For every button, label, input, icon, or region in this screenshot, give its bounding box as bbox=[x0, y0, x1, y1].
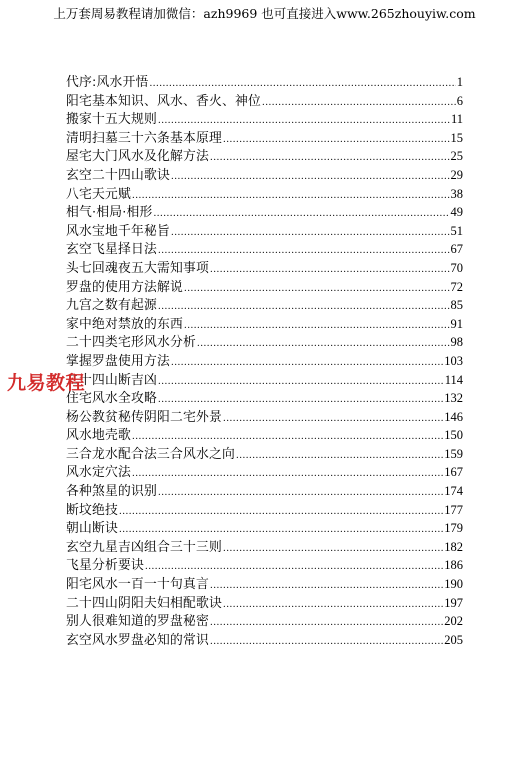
toc-dot-leader bbox=[184, 279, 450, 298]
toc-entry[interactable] bbox=[66, 92, 463, 111]
toc-entry[interactable] bbox=[66, 371, 463, 390]
toc-dot-leader bbox=[145, 557, 443, 576]
toc-dot-leader bbox=[262, 93, 456, 112]
toc-entry[interactable] bbox=[66, 352, 463, 371]
toc-entry[interactable] bbox=[66, 463, 463, 482]
toc-entry-page-number: 114 bbox=[444, 372, 463, 387]
toc-entry-page-number: 202 bbox=[444, 614, 463, 629]
toc-entry-page-number: 98 bbox=[450, 335, 463, 350]
toc-dot-leader bbox=[236, 446, 443, 465]
toc-dot-leader bbox=[210, 148, 450, 167]
toc-entry[interactable] bbox=[66, 73, 463, 92]
toc-dot-leader bbox=[223, 130, 450, 149]
toc-entry-page-number: 29 bbox=[450, 167, 463, 182]
toc-dot-leader bbox=[119, 520, 443, 539]
toc-entry-title: 代序:风水开悟 bbox=[66, 75, 149, 90]
toc-entry[interactable] bbox=[66, 129, 463, 148]
toc-entry-title: 风水地壳歌 bbox=[66, 428, 131, 444]
toc-entry[interactable] bbox=[66, 575, 463, 594]
toc-entry-title: 风水宝地千年秘旨 bbox=[66, 223, 170, 239]
toc-dot-leader bbox=[210, 260, 450, 279]
toc-entry-page-number: 190 bbox=[444, 577, 463, 592]
toc-entry[interactable] bbox=[66, 594, 463, 613]
toc-entry-title: 二十四山断吉凶 bbox=[66, 372, 157, 388]
toc-entry-title: 住宅风水全攻略 bbox=[66, 391, 157, 407]
toc-dot-leader bbox=[171, 167, 450, 186]
toc-entry-page-number: 11 bbox=[450, 112, 463, 127]
toc-entry[interactable] bbox=[66, 538, 463, 557]
toc-dot-leader bbox=[158, 111, 450, 130]
toc-entry[interactable] bbox=[66, 315, 463, 334]
toc-dot-leader bbox=[210, 613, 443, 632]
toc-dot-leader bbox=[158, 297, 450, 316]
toc-dot-leader bbox=[210, 576, 443, 595]
toc-entry-page-number: 25 bbox=[450, 149, 463, 164]
toc-entry-page-number: 1 bbox=[456, 75, 463, 89]
toc-entry[interactable] bbox=[66, 147, 463, 166]
toc-dot-leader bbox=[171, 353, 443, 372]
toc-entry[interactable] bbox=[66, 519, 463, 538]
toc-dot-leader bbox=[119, 502, 443, 521]
toc-entry-title: 九宫之数有起源 bbox=[66, 298, 157, 314]
toc-entry-page-number: 186 bbox=[444, 558, 463, 573]
toc-entry-title: 阳宅基本知识、风水、香火、神位 bbox=[66, 93, 261, 109]
toc-dot-leader bbox=[158, 372, 444, 391]
toc-entry-title: 搬家十五大规则 bbox=[66, 112, 157, 128]
toc-entry-title: 三合龙水配合法三合风水之向 bbox=[66, 446, 235, 462]
header-notice: 上万套周易教程请加微信：azh9969 也可直接进入www.265zhouyiw.com bbox=[53, 6, 476, 21]
toc-entry-page-number: 146 bbox=[444, 409, 463, 424]
toc-dot-leader bbox=[158, 241, 450, 260]
toc-entry-page-number: 182 bbox=[444, 539, 463, 554]
toc-entry-page-number: 132 bbox=[444, 391, 463, 406]
toc-dot-leader bbox=[223, 595, 443, 614]
toc-entry[interactable] bbox=[66, 631, 463, 650]
toc-entry[interactable] bbox=[66, 185, 463, 204]
toc-entry-page-number: 67 bbox=[450, 242, 463, 257]
table-of-contents bbox=[66, 73, 463, 649]
toc-entry-page-number: 159 bbox=[444, 446, 463, 461]
toc-entry-title: 风水定穴法 bbox=[66, 465, 131, 481]
toc-dot-leader bbox=[184, 316, 450, 335]
toc-entry[interactable] bbox=[66, 222, 463, 241]
toc-entry-page-number: 150 bbox=[444, 428, 463, 443]
toc-entry-title: 玄空风水罗盘必知的常识 bbox=[66, 632, 209, 648]
toc-entry-page-number: 51 bbox=[450, 223, 463, 238]
toc-entry-page-number: 49 bbox=[450, 205, 463, 220]
toc-entry[interactable] bbox=[66, 426, 463, 445]
toc-entry-page-number: 91 bbox=[450, 316, 463, 331]
toc-entry[interactable] bbox=[66, 445, 463, 464]
toc-entry[interactable] bbox=[66, 296, 463, 315]
toc-entry[interactable] bbox=[66, 389, 463, 408]
toc-dot-leader bbox=[132, 427, 443, 446]
toc-entry[interactable] bbox=[66, 501, 463, 520]
toc-dot-leader bbox=[171, 223, 450, 242]
toc-dot-leader bbox=[132, 464, 443, 483]
toc-dot-leader bbox=[132, 186, 450, 205]
toc-entry-page-number: 197 bbox=[444, 595, 463, 610]
toc-entry[interactable] bbox=[66, 110, 463, 129]
toc-entry-page-number: 72 bbox=[450, 279, 463, 294]
toc-dot-leader bbox=[154, 204, 450, 223]
toc-entry[interactable] bbox=[66, 333, 463, 352]
toc-entry-title: 掌握罗盘使用方法 bbox=[66, 353, 170, 369]
toc-dot-leader bbox=[158, 390, 443, 409]
toc-entry-title: 杨公教贫秘传阴阳二宅外景 bbox=[66, 409, 222, 425]
toc-entry[interactable] bbox=[66, 556, 463, 575]
toc-entry-page-number: 6 bbox=[456, 93, 463, 108]
watermark-logo: 九易教程 bbox=[7, 372, 86, 394]
toc-dot-leader bbox=[210, 632, 443, 651]
toc-entry[interactable] bbox=[66, 203, 463, 222]
toc-entry-page-number: 167 bbox=[444, 465, 463, 480]
toc-entry-title: 玄空飞星择日法 bbox=[66, 242, 157, 258]
toc-entry-page-number: 15 bbox=[450, 130, 463, 145]
toc-entry-page-number: 179 bbox=[444, 521, 463, 536]
toc-entry[interactable] bbox=[66, 166, 463, 185]
toc-entry-title: 屋宅大门风水及化解方法 bbox=[66, 149, 209, 165]
toc-entry-page-number: 85 bbox=[450, 298, 463, 313]
toc-dot-leader bbox=[223, 409, 443, 428]
toc-entry-title: 玄空九星吉凶组合三十三则 bbox=[66, 539, 222, 555]
toc-entry[interactable] bbox=[66, 482, 463, 501]
toc-entry-title: 朝山断诀 bbox=[66, 521, 118, 537]
toc-entry-title: 断坟绝技 bbox=[66, 502, 118, 518]
toc-entry-title: 飞星分析要诀 bbox=[66, 558, 144, 574]
toc-entry-title: 八宅天元赋 bbox=[66, 186, 131, 202]
toc-entry-page-number: 174 bbox=[444, 484, 463, 499]
toc-entry-title: 各种煞星的识别 bbox=[66, 484, 157, 500]
toc-entry-page-number: 38 bbox=[450, 186, 463, 201]
toc-dot-leader bbox=[223, 539, 443, 558]
toc-entry-title: 相气·相局·相形 bbox=[66, 205, 153, 221]
toc-dot-leader bbox=[158, 483, 443, 502]
toc-entry-title: 头七回魂夜五大需知事项 bbox=[66, 260, 209, 276]
toc-entry-page-number: 177 bbox=[444, 502, 463, 517]
toc-entry[interactable] bbox=[66, 408, 463, 427]
toc-entry[interactable] bbox=[66, 259, 463, 278]
toc-entry-title: 别人很难知道的罗盘秘密 bbox=[66, 614, 209, 630]
toc-entry-page-number: 70 bbox=[450, 260, 463, 275]
toc-entry-title: 二十四山阴阳夫妇相配歌诀 bbox=[66, 595, 222, 611]
toc-entry-title: 家中绝对禁放的东西 bbox=[66, 316, 183, 332]
toc-entry-page-number: 205 bbox=[444, 632, 463, 647]
toc-entry[interactable] bbox=[66, 278, 463, 297]
toc-entry-title: 罗盘的使用方法解说 bbox=[66, 279, 183, 295]
toc-entry-title: 二十四类宅形风水分析 bbox=[66, 335, 196, 351]
toc-dot-leader bbox=[150, 74, 456, 93]
toc-entry-page-number: 103 bbox=[444, 353, 463, 368]
toc-entry-title: 阳宅风水一百一十句真言 bbox=[66, 577, 209, 593]
toc-entry-title: 清明扫墓三十六条基本原理 bbox=[66, 130, 222, 146]
toc-entry[interactable] bbox=[66, 240, 463, 259]
toc-entry[interactable] bbox=[66, 612, 463, 631]
toc-dot-leader bbox=[197, 334, 450, 353]
toc-entry-title: 玄空二十四山歌诀 bbox=[66, 167, 170, 183]
